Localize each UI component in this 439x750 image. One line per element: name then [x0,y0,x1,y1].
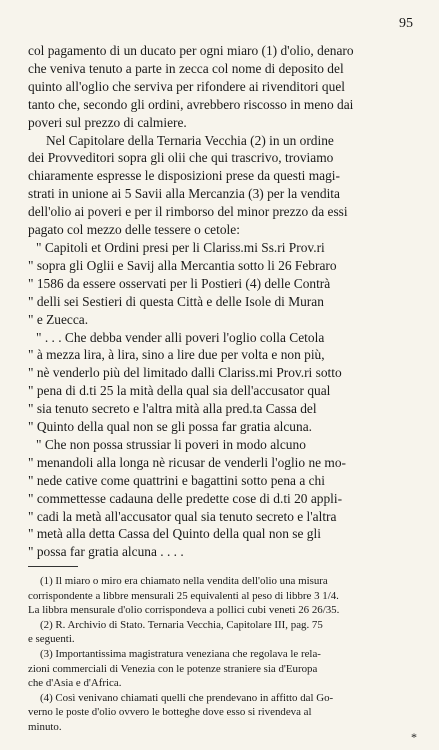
body-line: " possa far gratia alcuna . . . . [28,544,184,560]
body-line: " nè venderlo più del limitado dalli Clariss.mi Prov.ri sotto [28,365,342,381]
body-line: " Che non possa strussiar li poveri in modo alcuno [36,436,306,452]
body-line: " nede cative come quattrini e bagattini sotto pena a chi [28,472,325,488]
page-number: 95 [399,16,413,31]
body-line: chiaramente espresse le disposizioni prese da questi magi- [28,168,340,184]
footnote-line: corrispondente a libbre mensurali 25 equivalenti al peso di libbre 3 1/4. [28,589,339,602]
ornament-star: * [411,730,417,744]
body-line: " sopra gli Oglii e Savij alla Mercantia sotto li 26 Febraro [28,257,337,273]
body-line: poveri sul prezzo di calmiere. [28,114,187,130]
body-line: " metà alla detta Cassa del Quinto della qual non se gli [28,526,321,542]
body-text [28,42,422,561]
body-line: strati in unione ai 5 Savii alla Mercanzia (3) per la vendita [28,186,340,202]
body-line: " cadi la metà all'accusator qual sia tenuto secreto e l'altra [28,508,337,524]
footnote-line: (4) Così venivano chiamati quelli che prendevano in affitto dal Go- [40,691,334,704]
body-line: dei Provveditori sopra gli olii che qui trascrivo, troviamo [28,150,334,166]
body-line: Nel Capitolare della Ternaria Vecchia (2) in un ordine [46,132,334,148]
footnote-line: (2) R. Archivio di Stato. Ternaria Vecchia, Capitolare III, pag. 75 [40,618,323,631]
body-line: pagato col mezzo delle tessere o cetole: [28,222,240,238]
body-line: dell'olio ai poveri e per il rimborso del minor prezzo da essi [28,204,348,220]
body-line: " Capitoli et Ordini presi per li Clariss.mi Ss.ri Prov.ri [36,239,325,255]
body-line: " à mezza lira, à lira, sino a lire due per volta e non più, [28,347,325,363]
body-line: che veniva tenuto a parte in zecca col nome di deposito del [28,60,344,76]
footnotes [28,574,422,735]
footnote-line: (1) Il miaro o miro era chiamato nella vendita dell'olio una misura [40,575,328,587]
body-line: " pena di d.ti 25 la mità della qual sia dell'accusator qual [28,383,331,399]
footnote-line: (3) Importantissima magistratura veneziana che regolava le rela- [40,647,321,660]
footnote-line: zioni commerciali di Venezia con le potenze straniere sia d'Europa [28,662,318,675]
body-line: " menandoli alla longa nè ricusar de venderli l'oglio ne mo- [28,454,346,470]
body-line: tanto che, secondo gli ordini, avrebbero riscosso in meno dai [28,96,354,112]
body-line: " 1586 da essere osservati per li Postieri (4) delle Contrà [28,275,331,291]
footnote-divider [28,566,78,567]
body-line: " sia tenuto secreto e l'altra mità alla pred.ta Cassa del [28,401,317,417]
footnote-line: che d'Asia e d'Africa. [28,677,122,690]
body-line: quinto all'oglio che serviva per rifondere ai rivenditori quel [28,78,345,94]
footnote-line: e seguenti. [28,633,75,646]
body-line: " e Zuecca. [28,311,89,327]
footnote-line: La libbra mensurale d'olio corrispondeva a pollici cubi veneti 26 26/35. [28,604,340,617]
body-line: " Quinto della qual non se gli possa far gratia alcuna. [28,419,312,435]
body-line: col pagamento di un ducato per ogni miaro (1) d'olio, denaro [28,43,354,58]
body-line: " . . . Che debba vender alli poveri l'oglio colla Cetola [36,329,325,345]
body-line: " commettesse cadauna delle predette cose di d.ti 20 appli- [28,490,343,506]
footnote-line: minuto. [28,720,62,733]
footnote-line: verno le poste d'olio ovvero le botteghe dove esso si rivendeva al [28,706,312,719]
body-line: " delli sei Sestieri di questa Città e delle Isole di Muran [28,293,324,309]
